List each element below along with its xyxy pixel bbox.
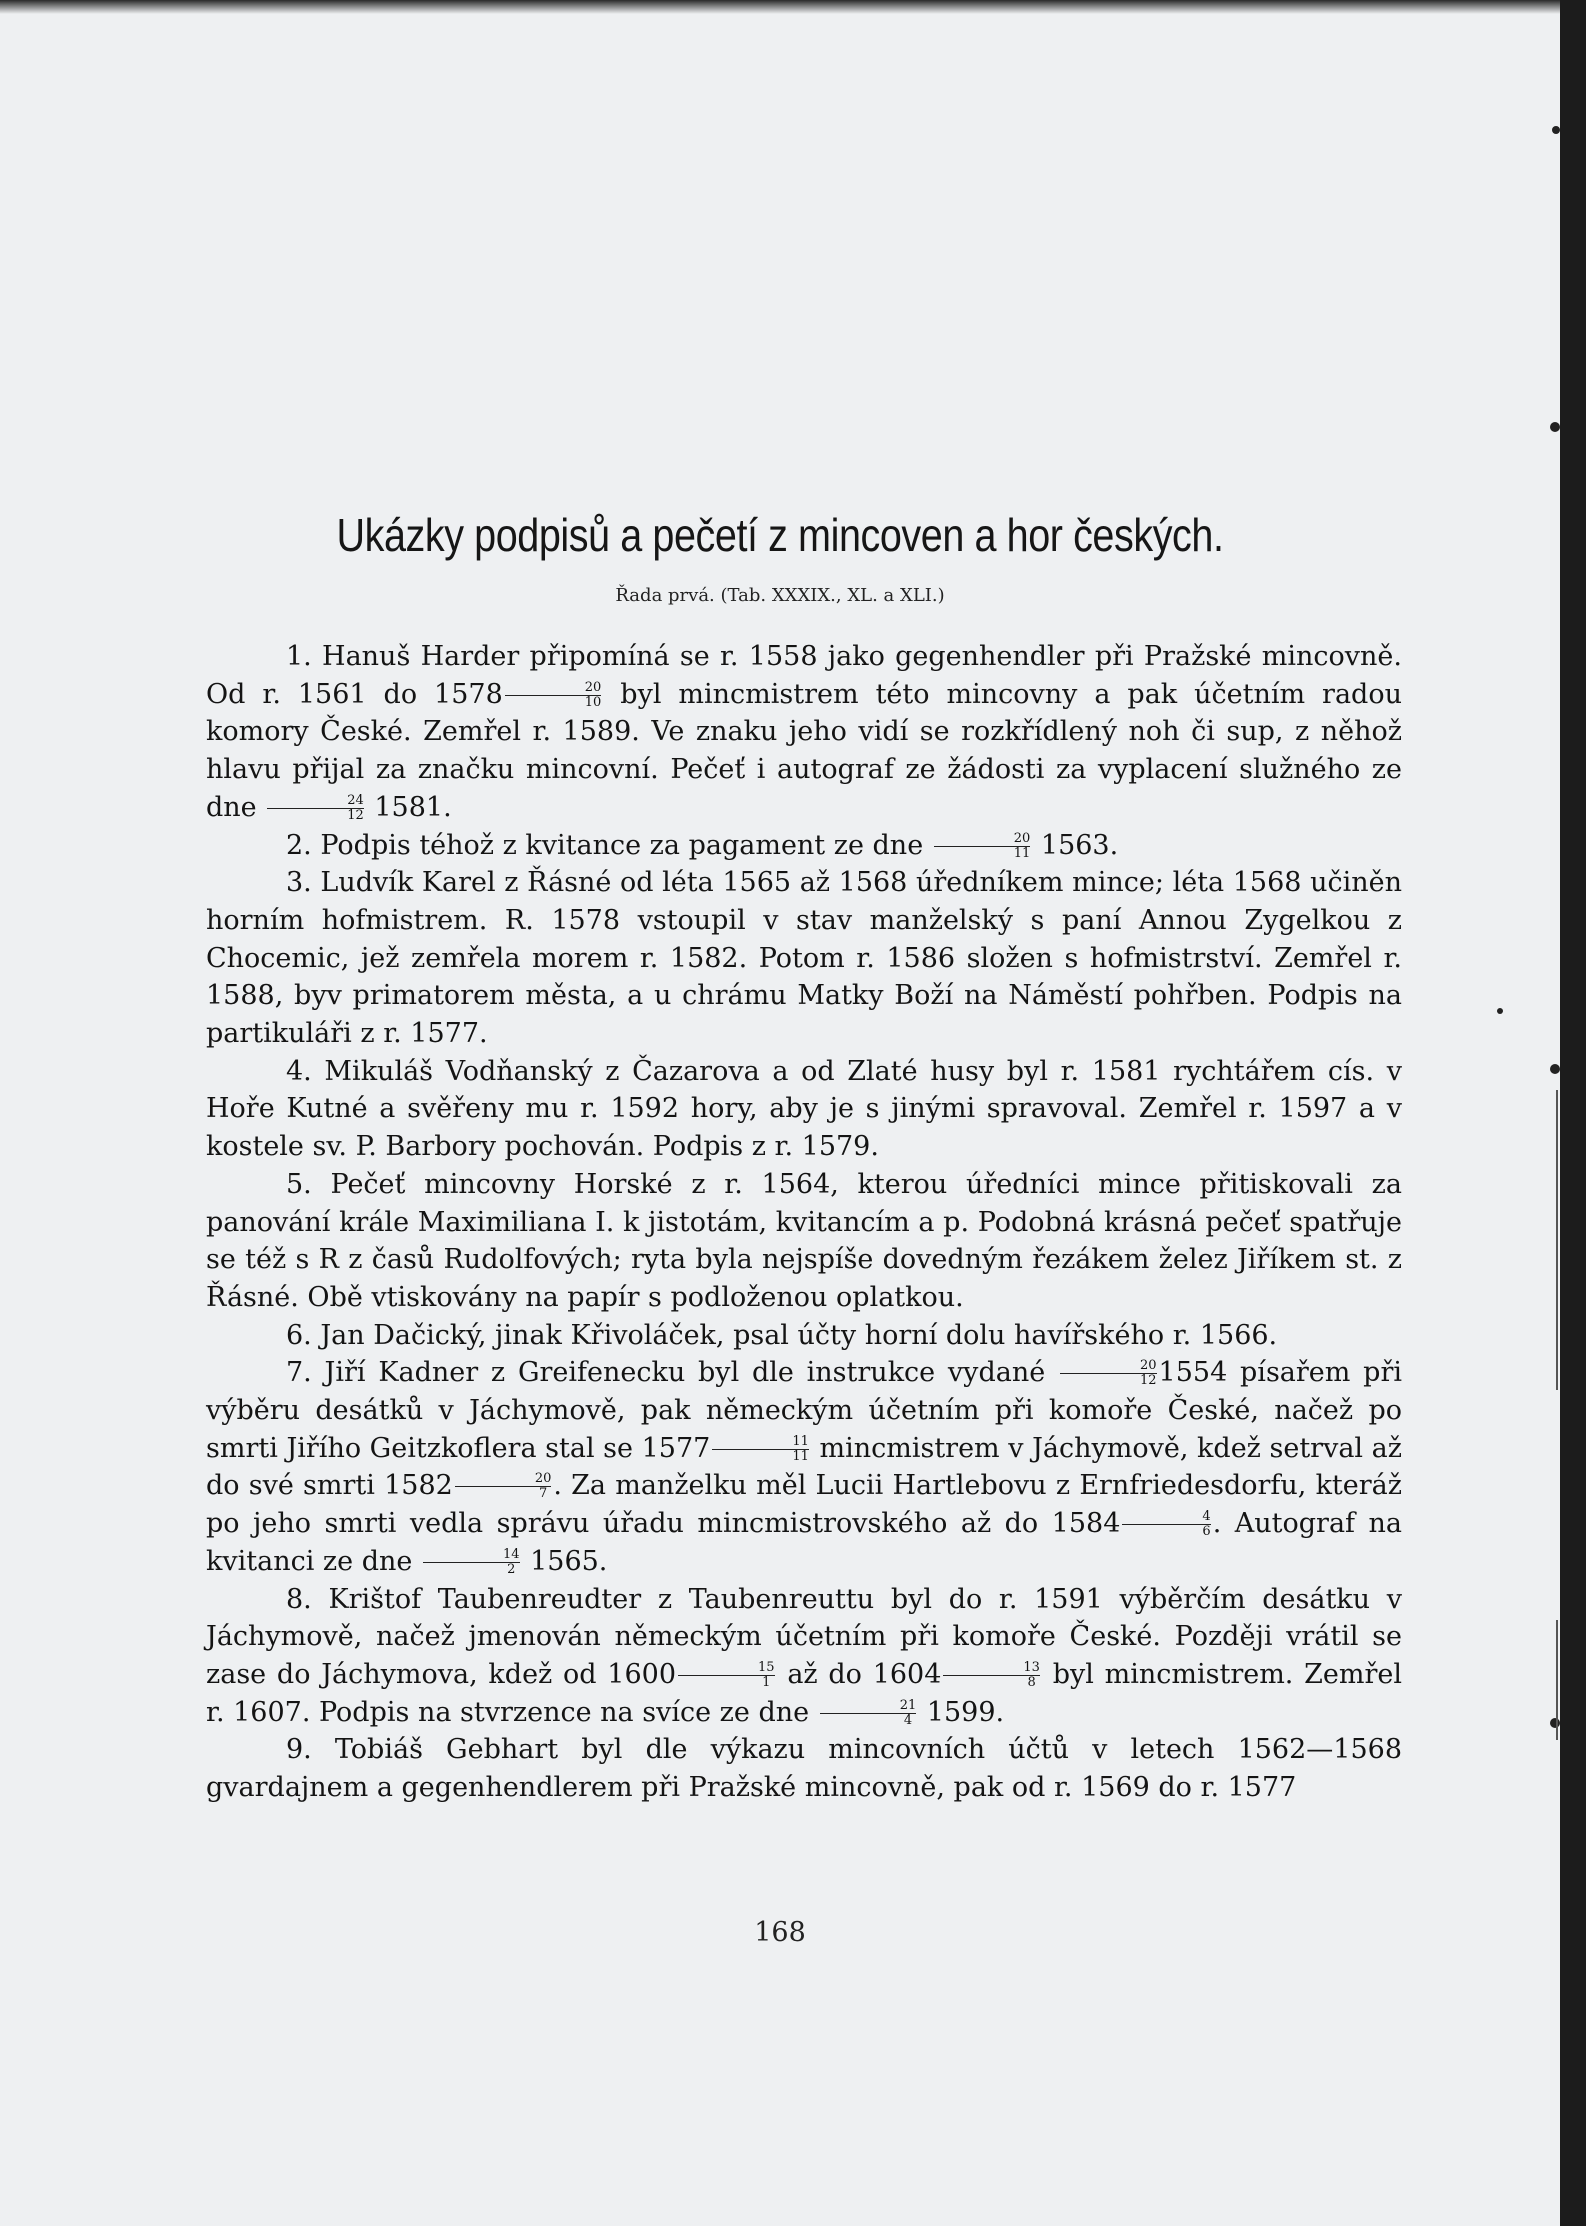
text-run: až do 1604 (776, 1658, 942, 1690)
text-run: 1. Hanuš Harder připomíná se r. 1558 jako gegenhendler při Pražské mincovně. Od r. 1561 do 1578 (206, 641, 1402, 710)
text-run: mincmistrem v Jáchymově, kdež setrval až do své smrti 1582 (206, 1432, 1402, 1502)
text-run: 1565. (521, 1545, 608, 1577)
text-run: byl mincmistrem této mincovny a pak účetním radou komory České. Zemřel r. 1589. Ve znaku jeho vidí se rozkřídlený noh či sup, z něhož hlavu přijal za značku mincovní. Pečeť i autograf ze žádosti za vyplacení služného ze dne (206, 678, 1402, 823)
page-title: Ukázky podpisů a pečetí z mincoven a hor českých. (336, 509, 1224, 561)
date-fraction (820, 1699, 917, 1728)
fraction-day: 20 (1060, 1359, 1157, 1374)
fraction-day: 4 (1122, 1510, 1210, 1525)
fraction-month: 10 (584, 694, 602, 710)
scan-speck (1552, 126, 1560, 134)
text-run: 1563. (1032, 829, 1119, 861)
paragraph-3 (206, 864, 1402, 1053)
fraction-month: 12 (347, 807, 364, 823)
scan-speck (1550, 1064, 1560, 1074)
fraction-month: 11 (792, 1448, 809, 1464)
fraction-day: 20 (934, 832, 1031, 847)
text-run: 9. Tobiáš Gebhart byl dle výkazu mincovních účtů v letech 1562—1568 gvardajnem a gegenhendlerem při Pražské mincovně, pak od r. 1569 do r. 1577 (206, 1734, 1402, 1804)
paragraph-9 (206, 1731, 1402, 1806)
scan-speck (1550, 422, 1560, 432)
text-run: 3. Ludvík Karel z Řásné od léta 1565 až 1568 úředníkem mince; léta 1568 učiněn horním hofmistrem. R. 1578 vstoupil v stav manželský s paní Annou Zygelkou z Chocemic, jež zemřela morem r. 1582. Potom r. 1586 složen s hofmistrství. Zemřel r. 1588, byv primatorem města, a u chrámu Matky Boží na Náměstí pohřben. Podpis na partikuláři z r. 1577. (206, 867, 1402, 1050)
scan-speck (1550, 1718, 1560, 1728)
fraction-day: 24 (267, 794, 364, 809)
date-fraction (1122, 1510, 1210, 1539)
date-fraction (455, 1472, 552, 1501)
paragraph-8 (206, 1581, 1402, 1732)
fraction-month: 1 (762, 1674, 771, 1690)
fraction-day: 20 (505, 681, 602, 696)
scan-edge (0, 0, 1560, 14)
text-run: 1599. (918, 1696, 1005, 1728)
text-run: 1581. (365, 791, 452, 823)
body-text (206, 638, 1402, 1807)
fraction-month: 8 (1027, 1674, 1036, 1690)
scan-speck (1497, 1008, 1503, 1014)
paragraph-1 (206, 638, 1402, 827)
scan-line (1556, 1090, 1558, 1390)
paragraph-2 (206, 827, 1402, 865)
fraction-month: 7 (538, 1486, 548, 1502)
text-run: . Autograf na kvitanci ze dne (206, 1508, 1403, 1577)
date-fraction (267, 794, 364, 823)
text-run: byl mincmistrem. Zemřel r. 1607. Podpis na stvrzence na svíce ze dne (206, 1658, 1403, 1728)
text-run: 6. Jan Dačický, jinak Křivoláček, psal účty horní dolu havířského r. 1566. (286, 1319, 1278, 1351)
text-run: 5. Pečeť mincovny Horské z r. 1564, kterou úředníci mince přitiskovali za panování krále Maximiliana I. k jistotám, kvitancím a p. Podobná krásná pečeť spatřuje se též s R z časů Rudolfových; ryta byla nejspíše dovedným řezákem želez Jiříkem st. z Řásné. Obě vtiskovány na papír s podloženou oplatkou. (206, 1168, 1402, 1313)
text-run: 8. Krištof Taubenreudter z Taubenreuttu byl do r. 1591 výběrčím desátku v Jáchymově, načež jmenován německým účetním při komoře České. Později vrátil se zase do Jáchymova, kdež od 1600 (206, 1583, 1402, 1690)
page-subtitle: Řada prvá. (Tab. XXXIX., XL. a XLI.) (615, 585, 945, 606)
text-run: . Za manželku měl Lucii Hartlebovu z Ernfriedesdorfu, kteráž po jeho smrti vedla správu úřadu mincmistrovského až do 1584 (206, 1470, 1402, 1540)
date-fraction (934, 832, 1031, 861)
scan-line (1556, 1620, 1558, 1740)
date-fraction (423, 1548, 520, 1577)
fraction-month: 2 (507, 1561, 516, 1577)
paragraph-7 (206, 1354, 1402, 1580)
fraction-month: 6 (1202, 1524, 1211, 1540)
fraction-day: 15 (678, 1661, 775, 1676)
fraction-month: 4 (903, 1712, 913, 1728)
text-run: 1554 písařem při výběru desátků v Jáchymově, pak německým účetním při komoře České, načež po smrti Jiřího Geitzkoflera stal se 1577 (206, 1357, 1402, 1464)
fraction-day: 20 (455, 1472, 552, 1487)
paragraph-4 (206, 1053, 1402, 1166)
paragraph-5 (206, 1166, 1402, 1317)
text-run: 7. Jiří Kadner z Greifenecku byl dle instrukce vydané (286, 1357, 1058, 1389)
date-fraction (678, 1661, 775, 1690)
fraction-day: 11 (712, 1435, 809, 1450)
fraction-day: 13 (943, 1661, 1040, 1676)
page-number: 168 (754, 1917, 806, 1948)
date-fraction (505, 681, 602, 710)
fraction-day: 21 (820, 1699, 917, 1714)
fraction-day: 14 (423, 1548, 520, 1563)
date-fraction (943, 1661, 1040, 1690)
paragraph-6 (206, 1317, 1402, 1355)
fraction-month: 12 (1139, 1373, 1157, 1389)
date-fraction (712, 1435, 809, 1464)
text-run: 2. Podpis téhož z kvitance za pagament ze dne (286, 829, 932, 861)
fraction-month: 11 (1013, 845, 1031, 861)
text-run: 4. Mikuláš Vodňanský z Čazarova a od Zlaté husy byl r. 1581 rychtářem cís. v Hoře Kutné a svěřeny mu r. 1592 hory, aby je s jinými spravoval. Zemřel r. 1597 a v kostele sv. P. Barbory pochován. Podpis z r. 1579. (206, 1055, 1402, 1163)
date-fraction (1060, 1359, 1157, 1388)
